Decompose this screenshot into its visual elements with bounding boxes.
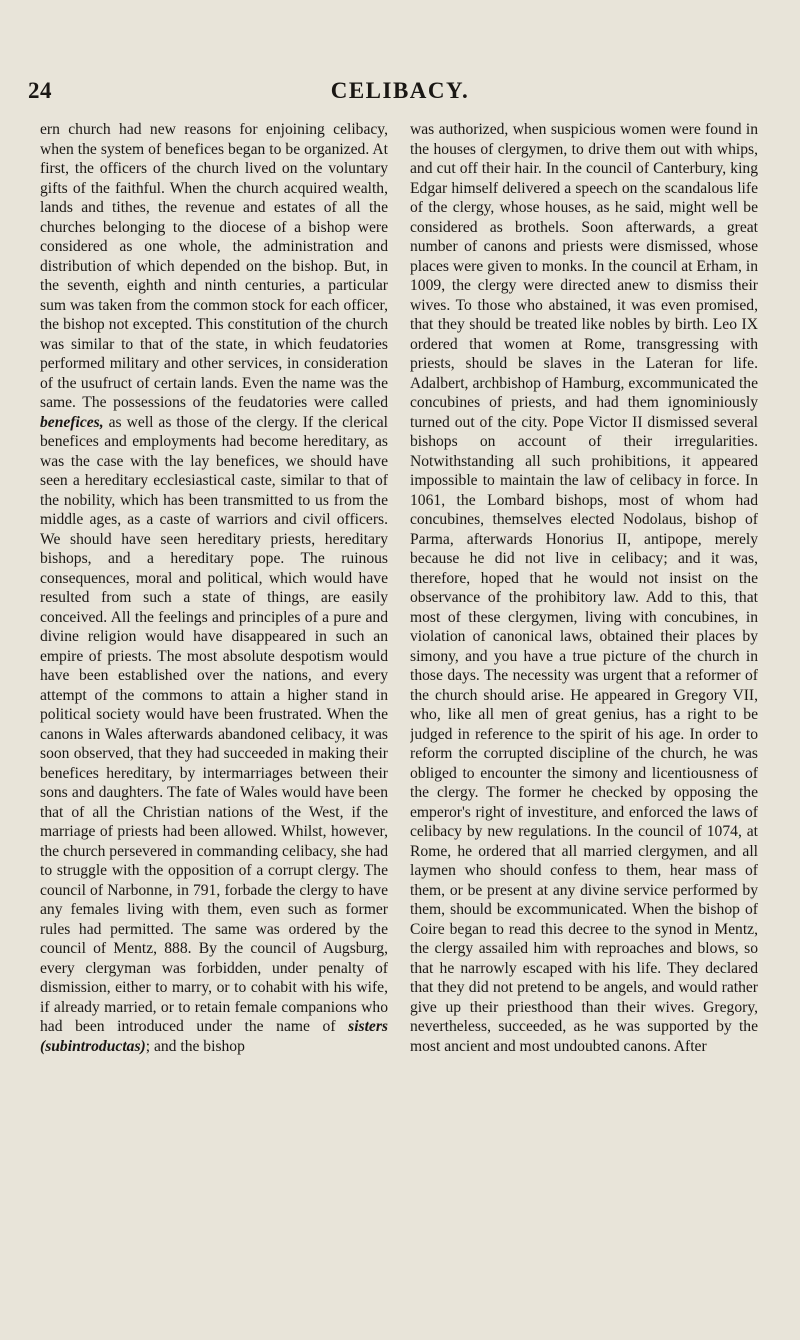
right-column: [410, 120, 758, 1340]
term-subintroductas: (subintroductas): [40, 1037, 146, 1055]
left-text-part-2: as well as those of the clergy. If the clerical benefices and employments had become hereditary, as was the case with the lay benefices, we should have seen a hereditary ecclesiastical caste, similar to that of the nobility, which has been transmitted to us from the middle ages, as a caste of warriors and civil officers. We should have seen hereditary priests, hereditary bishops, and a hereditary pope. The ruinous consequences, moral and political, which would have resulted from such a state of things, are easily conceived. All the feelings and principles of a pure and divine religion would have disappeared in such an empire of priests. The most absolute despotism would have been established over the nations, and every attempt of the commons to attain a higher stand in political society would have been frustrated. When the canons in Wales afterwards abandoned celibacy, it was soon observed, that they had succeeded in making their benefices hereditary, by intermarriages between their sons and daughters. The fate of Wales would have been that of all the Christian nations of the West, if the marriage of priests had been allowed. Whilst, however, the church persevered in commanding celibacy, she had to struggle with the opposition of a corrupt clergy. The council of Narbonne, in 791, forbade the clergy to have any females living with them, even such as former rules had permitted. The same was ordered by the council of Mentz, 888. By the council of Augsburg, every clergyman was forbidden, under penalty of dismission, either to marry, or to cohabit with his wife, if already married, or to retain female companions who had been introduced under the name of: [40, 413, 388, 1035]
left-column: [40, 120, 388, 1340]
term-benefices: benefices,: [40, 413, 104, 431]
page-number: 24: [28, 78, 52, 103]
running-title: CELIBACY.: [330, 78, 470, 103]
left-text-part-3: ; and the bishop: [145, 1037, 245, 1055]
page-header: [28, 78, 772, 106]
left-column-paragraph: [40, 120, 388, 1056]
term-sisters: sisters: [348, 1018, 388, 1035]
right-column-paragraph: was authorized, when suspicious women were found in the houses of clergymen, to drive them out with whips, and cut off their hair. In the council of Canterbury, king Edgar himself delivered a speech on the scandalous life of the clergy, whose houses, as he said, might well be considered as brothels. Soon afterwards, a great number of canons and priests were dismissed, whose places were given to monks. In the council at Erham, in 1009, the clergy were directed anew to dismiss their wives. To those who abstained, it was even promised, that they should be treated like nobles by birth. Leo IX ordered that women at Rome, transgressing with priests, should be slaves in the Lateran for life. Adalbert, archbishop of Hamburg, excommunicated the concubines of priests, and had them ignominiously turned out of the city. Pope Victor II dismissed several bishops on account of their irregularities. Notwithstanding all such prohibitions, it appeared impossible to maintain the law of celibacy in force. In 1061, the Lombard bishops, most of whom had concubines, themselves elected Nodolaus, bishop of Parma, afterwards Honorius II, antipope, merely because he did not live in celibacy; and it was, therefore, hoped that he would not insist on the observance of the prohibitory law. Add to this, that most of these clergymen, living with concubines, in violation of canonical laws, obtained their places by simony, and you have a true picture of the church in those days. The necessity was urgent that a reformer of the church should arise. He appeared in Gregory VII, who, like all men of great genius, has a right to be judged in reference to the spirit of his age. In order to reform the corrupted discipline of the church, he was obliged to encounter the simony and licentiousness of the clergy. The former he checked by opposing the emperor's right of investiture, and enforced the laws of celibacy by new regulations. In the council of 1074, at Rome, he ordered that all married clergymen, and all laymen who should confess to them, hear mass of them, or be present at any divine service performed by them, should be excommunicated. When the bishop of Coire began to read this decree to the synod in Mentz, the clergy assailed him with reproaches and blows, so that he narrowly escaped with his life. They declared that they did not pretend to be angels, and would rather give up their priesthood than their wives. Gregory, nevertheless, succeeded, as he was supported by the most ancient and most undoubted canons. After: [410, 121, 758, 1055]
left-text-part-1: ern church had new reasons for enjoining celibacy, when the system of benefices began to be organized. At first, the officers of the church lived on the voluntary gifts of the faithful. When the church acquired wealth, lands and tithes, the revenue and estates of all the churches belonging to the diocese of a bishop were considered as one whole, the administration and distribution of which depended on the bishop. But, in the seventh, eighth and ninth centuries, a particular sum was taken from the common stock for each officer, the bishop not excepted. This constitution of the church was similar to that of the state, in which feudatories performed military and other services, in consideration of the usufruct of certain lands. Even the name was the same. The possessions of the feudatories were called: [40, 121, 388, 411]
